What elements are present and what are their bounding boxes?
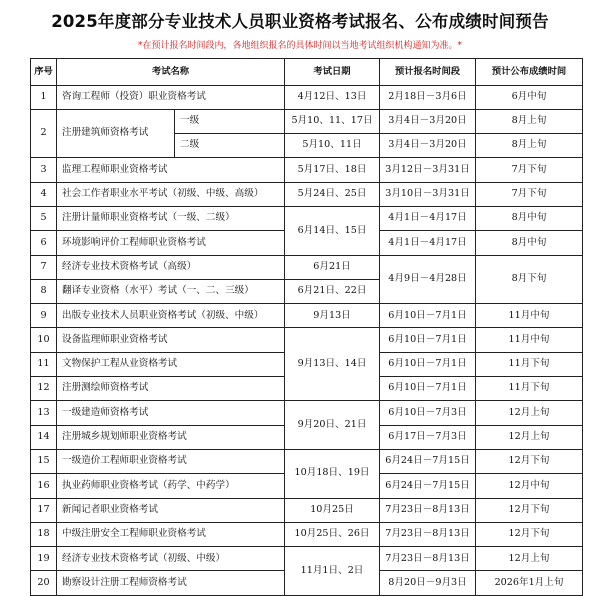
registration-cell: 6月10日－7月1日	[380, 352, 476, 376]
exam-date-cell: 10月25日	[285, 498, 380, 522]
registration-cell: 2月18日－3月6日	[380, 85, 476, 109]
seq-cell: 10	[31, 328, 57, 352]
table-row	[31, 85, 583, 109]
registration-cell: 3月4日－3月20日	[380, 134, 476, 158]
seq-cell: 3	[31, 158, 57, 182]
score-cell: 11月中旬	[476, 328, 583, 352]
score-cell: 2026年1月上旬	[476, 571, 583, 595]
seq-cell: 13	[31, 401, 57, 425]
exam-name-cell: 注册计量师职业资格考试（一级、二级）	[57, 206, 285, 230]
score-cell: 11月下旬	[476, 352, 583, 376]
seq-cell: 19	[31, 547, 57, 571]
registration-cell: 6月24日－7月15日	[380, 474, 476, 498]
score-cell: 8月上旬	[476, 109, 583, 133]
table-row	[31, 498, 583, 522]
registration-cell: 6月10日－7月1日	[380, 377, 476, 401]
exam-date-cell: 6月21日、22日	[285, 279, 380, 303]
exam-name-cell: 咨询工程师（投资）职业资格考试	[57, 85, 285, 109]
page-title: 2025年度部分专业技术人员职业资格考试报名、公布成绩时间预告	[51, 12, 549, 31]
seq-cell: 20	[31, 571, 57, 595]
score-cell: 7月下旬	[476, 182, 583, 206]
exam-date-cell: 11月1日、2日	[285, 547, 380, 596]
seq-cell: 1	[31, 85, 57, 109]
seq-cell: 5	[31, 206, 57, 230]
score-cell: 11月中旬	[476, 304, 583, 328]
registration-cell: 7月23日－8月13日	[380, 547, 476, 571]
exam-name-cell: 一级建造师资格考试	[57, 401, 285, 425]
exam-level-cell: 二级	[175, 134, 285, 158]
registration-cell: 4月1日－4月17日	[380, 206, 476, 230]
header-exam-name: 考试名称	[57, 59, 285, 86]
exam-date-cell: 9月13日	[285, 304, 380, 328]
registration-cell: 3月12日－3月31日	[380, 158, 476, 182]
score-cell: 12月中旬	[476, 474, 583, 498]
exam-name-cell: 执业药师职业资格考试（药学、中药学）	[57, 474, 285, 498]
registration-cell: 6月24日－7月15日	[380, 449, 476, 473]
exam-name-cell: 经济专业技术资格考试（高级）	[57, 255, 285, 279]
exam-name-cell: 出版专业技术人员职业资格考试（初级、中级）	[57, 304, 285, 328]
seq-cell: 16	[31, 474, 57, 498]
table-row	[31, 547, 583, 571]
score-cell: 11月下旬	[476, 377, 583, 401]
registration-cell: 8月20日－9月3日	[380, 571, 476, 595]
exam-date-cell: 5月24日、25日	[285, 182, 380, 206]
table-row	[31, 401, 583, 425]
exam-name-cell: 注册测绘师资格考试	[57, 377, 285, 401]
score-cell: 8月中旬	[476, 206, 583, 230]
score-cell: 8月中旬	[476, 231, 583, 255]
exam-date-cell: 5月10、11、17日	[285, 109, 380, 133]
seq-cell: 8	[31, 279, 57, 303]
seq-cell: 17	[31, 498, 57, 522]
seq-cell: 12	[31, 377, 57, 401]
exam-name-cell: 新闻记者职业资格考试	[57, 498, 285, 522]
score-cell: 12月上旬	[476, 401, 583, 425]
table-row	[31, 449, 583, 473]
exam-name-cell: 监理工程师职业资格考试	[57, 158, 285, 182]
registration-cell: 3月10日－3月31日	[380, 182, 476, 206]
seq-cell: 2	[31, 109, 57, 158]
exam-name-cell: 翻译专业资格（水平）考试（一、二、三级）	[57, 279, 285, 303]
score-cell: 7月下旬	[476, 158, 583, 182]
exam-date-cell: 9月13日、14日	[285, 328, 380, 401]
registration-cell: 3月4日－3月20日	[380, 109, 476, 133]
score-cell: 8月上旬	[476, 134, 583, 158]
exam-name-cell: 环境影响评价工程师职业资格考试	[57, 231, 285, 255]
registration-cell: 6月10日－7月3日	[380, 401, 476, 425]
exam-name-cell: 一级造价工程师职业资格考试	[57, 449, 285, 473]
exam-date-cell: 6月21日	[285, 255, 380, 279]
table-row	[31, 206, 583, 230]
registration-cell: 4月1日－4月17日	[380, 231, 476, 255]
header-score-release: 预计公布成绩时间	[476, 59, 583, 86]
exam-date-cell: 9月20日、21日	[285, 401, 380, 450]
table-header-row	[31, 59, 583, 86]
registration-cell: 6月10日－7月1日	[380, 304, 476, 328]
exam-date-cell: 10月25日、26日	[285, 522, 380, 546]
exam-name-cell: 社会工作者职业水平考试（初级、中级、高级）	[57, 182, 285, 206]
exam-name-cell: 勘察设计注册工程师资格考试	[57, 571, 285, 595]
exam-schedule-table	[30, 58, 583, 596]
score-cell: 6月中旬	[476, 85, 583, 109]
table-row	[31, 328, 583, 352]
header-exam-date: 考试日期	[285, 59, 380, 86]
exam-date-cell: 4月12日、13日	[285, 85, 380, 109]
exam-date-cell: 6月14日、15日	[285, 206, 380, 255]
score-cell: 12月上旬	[476, 425, 583, 449]
score-cell: 12月下旬	[476, 498, 583, 522]
registration-cell: 6月17日－7月3日	[380, 425, 476, 449]
exam-name-cell: 设备监理师职业资格考试	[57, 328, 285, 352]
registration-cell: 6月10日－7月1日	[380, 328, 476, 352]
score-cell: 12月上旬	[476, 547, 583, 571]
seq-cell: 15	[31, 449, 57, 473]
table-row	[31, 109, 583, 133]
exam-name-cell: 文物保护工程从业资格考试	[57, 352, 285, 376]
seq-cell: 14	[31, 425, 57, 449]
registration-cell: 7月23日－8月13日	[380, 522, 476, 546]
seq-cell: 9	[31, 304, 57, 328]
exam-date-cell: 5月17日、18日	[285, 158, 380, 182]
table-row	[31, 182, 583, 206]
header-seq: 序号	[31, 59, 57, 86]
seq-cell: 7	[31, 255, 57, 279]
registration-note: *在预计报名时间段内，各地组织报名的具体时间以当地考试组织机构通知为准。*	[137, 41, 462, 51]
seq-cell: 11	[31, 352, 57, 376]
table-row	[31, 255, 583, 279]
seq-cell: 6	[31, 231, 57, 255]
exam-name-cell: 注册建筑师资格考试	[57, 109, 175, 158]
score-cell: 12月下旬	[476, 449, 583, 473]
seq-cell: 18	[31, 522, 57, 546]
exam-name-cell: 中级注册安全工程师职业资格考试	[57, 522, 285, 546]
table-row	[31, 304, 583, 328]
header-registration-period: 预计报名时间段	[380, 59, 476, 86]
registration-cell: 4月9日－4月28日	[380, 255, 476, 304]
exam-date-cell: 10月18日、19日	[285, 449, 380, 498]
table-row	[31, 522, 583, 546]
registration-cell: 7月23日－8月13日	[380, 498, 476, 522]
score-cell: 8月下旬	[476, 255, 583, 304]
score-cell: 12月下旬	[476, 522, 583, 546]
exam-level-cell: 一级	[175, 109, 285, 133]
exam-date-cell: 5月10、11日	[285, 134, 380, 158]
exam-name-cell: 经济专业技术资格考试（初级、中级）	[57, 547, 285, 571]
exam-name-cell: 注册城乡规划师职业资格考试	[57, 425, 285, 449]
seq-cell: 4	[31, 182, 57, 206]
table-row	[31, 158, 583, 182]
